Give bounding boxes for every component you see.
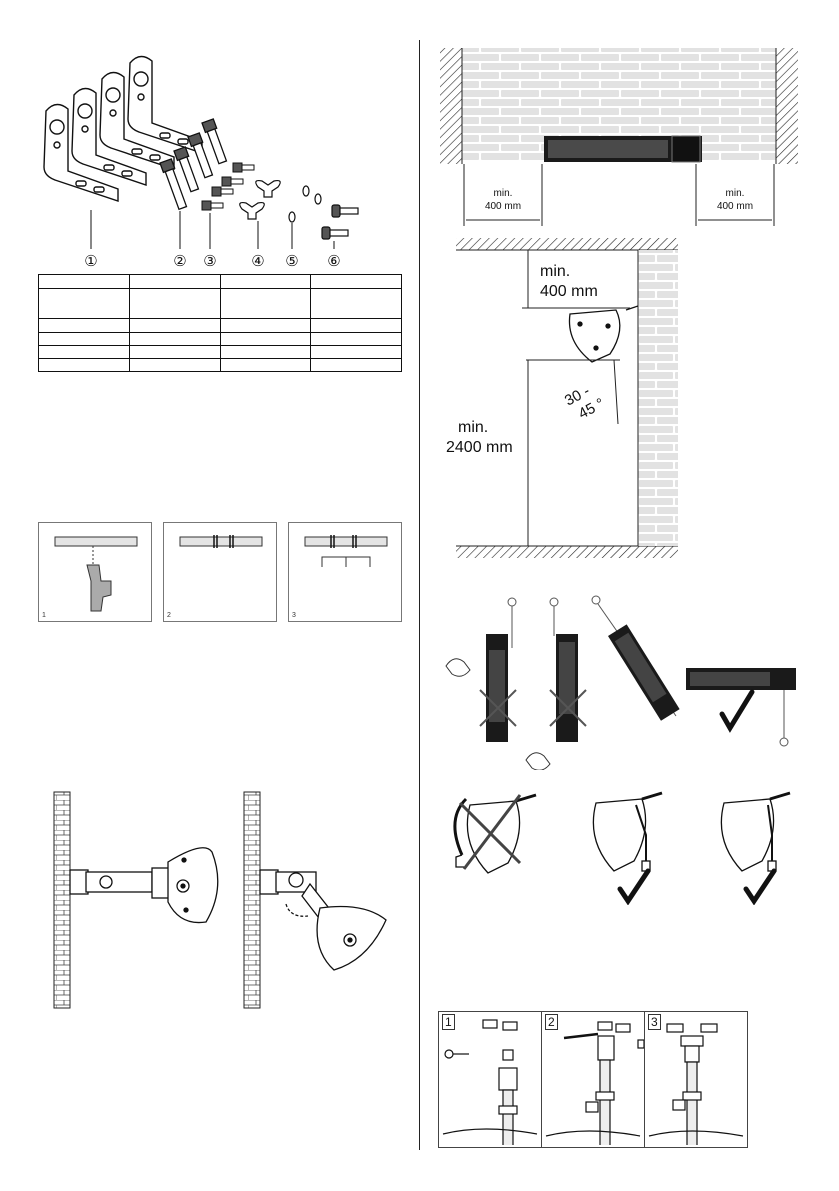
washer-group — [289, 186, 321, 222]
correct-cable-routing-b — [721, 793, 790, 901]
right-clearance-label-line2: 400 mm — [716, 201, 754, 212]
parts-table — [38, 274, 402, 372]
incorrect-angled — [592, 596, 680, 721]
table-cell — [220, 359, 311, 372]
correct-cable-routing-a — [593, 793, 662, 901]
part-number-2: ② — [173, 253, 187, 270]
part-number-1: ① — [84, 253, 98, 270]
table-cell — [39, 289, 130, 319]
part-number-4: ④ — [251, 253, 265, 270]
correct-horizontal — [686, 668, 796, 746]
step-label: 2 — [167, 612, 171, 619]
heater-unit — [544, 136, 702, 162]
table-cell — [311, 333, 402, 346]
pole-mount-steps — [438, 1011, 748, 1148]
table-row — [39, 289, 402, 319]
table-cell — [220, 275, 311, 289]
wing-nut-group — [240, 181, 281, 219]
orientation-guidance-illustration — [440, 590, 810, 770]
table-cell — [311, 275, 402, 289]
table-cell — [129, 346, 220, 359]
tilt-angle-line1: 30 - — [561, 382, 593, 410]
table-cell — [129, 333, 220, 346]
drill-step-3-panel — [288, 522, 402, 622]
checkmark-icon — [746, 871, 774, 901]
table-row — [39, 359, 402, 372]
checkmark-icon — [620, 871, 648, 901]
left-clearance-label-line2: 400 mm — [484, 201, 522, 212]
table-cell — [129, 319, 220, 333]
table-cell — [311, 346, 402, 359]
table-cell — [39, 333, 130, 346]
table-cell — [220, 289, 311, 319]
incorrect-vertical-cable-bottom — [526, 598, 586, 770]
pole-step-1-illustration — [439, 1012, 541, 1145]
part-number-5: ⑤ — [285, 253, 299, 270]
bolt-group — [322, 205, 358, 239]
part-number-6: ⑥ — [327, 253, 341, 270]
step-number: 3 — [648, 1014, 661, 1030]
pole-step-2-panel — [542, 1012, 645, 1147]
table-cell — [39, 275, 130, 289]
pole-step-3-panel — [645, 1012, 747, 1147]
incorrect-cable-over-heater — [455, 795, 536, 873]
table-cell — [129, 359, 220, 372]
bracket-group — [44, 56, 202, 201]
table-row — [39, 275, 402, 289]
checkmark-icon — [722, 692, 752, 728]
step-label: 3 — [292, 612, 296, 619]
table-cell — [220, 346, 311, 359]
left-clearance-label-line1: min. — [493, 188, 513, 199]
hole-spacing-illustration — [289, 523, 401, 621]
table-cell — [129, 275, 220, 289]
table-cell — [129, 289, 220, 319]
table-cell — [311, 319, 402, 333]
table-cell — [220, 319, 311, 333]
ceiling-clearance-line1: min. — [540, 263, 571, 280]
right-clearance-label-line1: min. — [725, 188, 745, 199]
step-number: 1 — [442, 1014, 455, 1030]
table-cell — [39, 319, 130, 333]
drill-step-1-panel — [38, 522, 152, 622]
table-cell — [39, 346, 130, 359]
heater-side-view — [569, 306, 638, 362]
floor-clearance-line1: min. — [458, 419, 489, 436]
table-row — [39, 319, 402, 333]
table-cell — [311, 359, 402, 372]
pole-step-3-illustration — [645, 1012, 747, 1145]
pole-step-2-illustration — [542, 1012, 644, 1145]
table-row — [39, 346, 402, 359]
wall-clearance-illustration — [440, 44, 800, 234]
step-number: 2 — [545, 1014, 558, 1030]
pole-step-1-panel — [439, 1012, 542, 1147]
incorrect-vertical-cable-top — [446, 598, 516, 742]
ceiling-clearance-line2: 400 mm — [540, 283, 598, 300]
step-label: 1 — [42, 612, 46, 619]
table-cell — [311, 289, 402, 319]
column-divider — [419, 40, 420, 1150]
drill-illustration — [39, 523, 151, 621]
tilt-angle-line2: 45 ° — [575, 394, 608, 423]
floor-clearance-line2: 2400 mm — [446, 439, 513, 456]
table-cell — [39, 359, 130, 372]
table-row — [39, 333, 402, 346]
wall-bracket-tilt-illustration — [40, 780, 400, 1010]
drilled-holes-illustration — [164, 523, 276, 621]
drill-step-2-panel — [163, 522, 277, 622]
part-number-3: ③ — [203, 253, 217, 270]
mounting-parts-illustration — [30, 45, 410, 273]
height-clearance-illustration — [440, 236, 685, 566]
table-cell — [220, 333, 311, 346]
cable-routing-illustration — [440, 785, 810, 905]
